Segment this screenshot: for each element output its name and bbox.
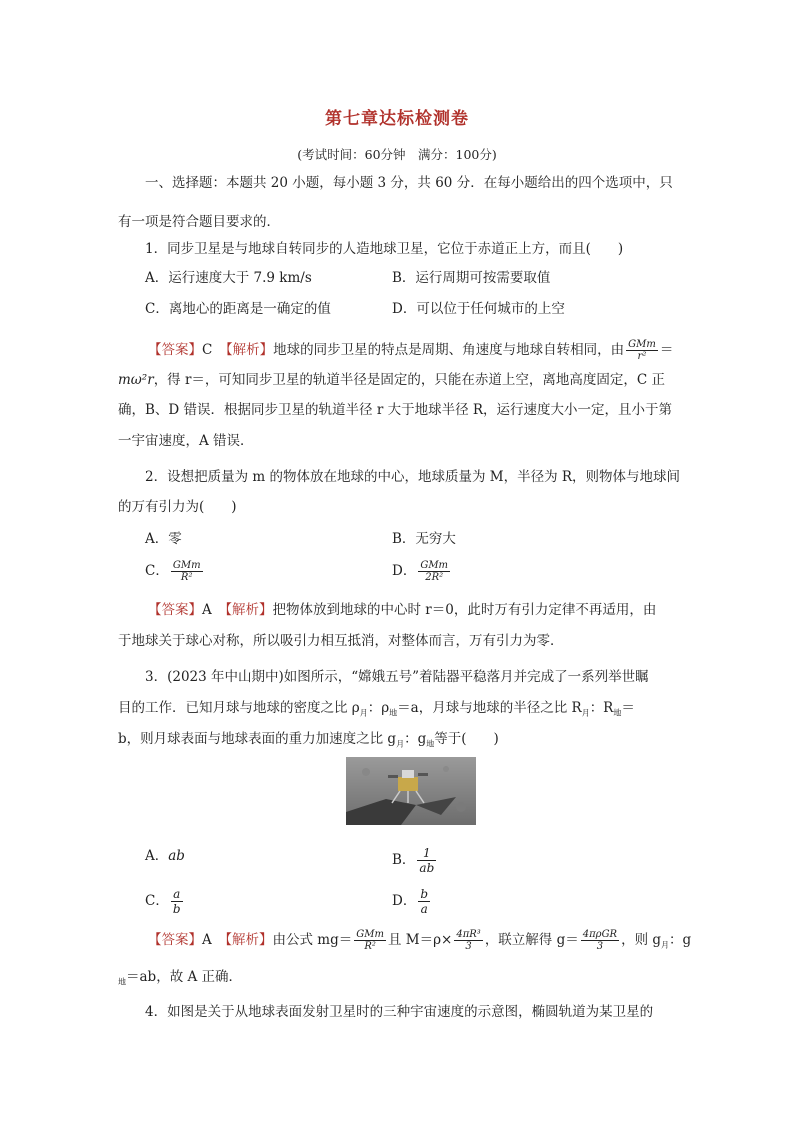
subscript: 地 <box>613 708 622 718</box>
analysis-tag: 【解析】 <box>225 342 274 358</box>
section-instructions-2: 有一项是符合题目要求的． <box>118 214 280 230</box>
q1-stem: 1．同步卫星是与地球自转同步的人造地球卫星，它位于赤道正上方，而且( ) <box>145 241 624 257</box>
q3-option-c <box>145 887 185 916</box>
option-fraction <box>417 846 436 875</box>
answer-tag: 【答案】 <box>148 602 202 618</box>
q1-explanation-1: 地球的同步卫星的特点是周期、角速度与地球自转相同，由 <box>273 342 625 358</box>
subscript: 地 <box>118 977 126 987</box>
fraction-denominator: 3 <box>465 941 472 952</box>
text: ＝ <box>621 700 635 716</box>
fraction-denominator: b <box>172 902 181 916</box>
fraction-numerator: GMm <box>628 339 656 350</box>
subscript: 月 <box>581 708 590 718</box>
fraction-denominator: a <box>420 902 428 916</box>
formula-fraction <box>454 929 482 952</box>
moon-lander-image <box>346 757 476 825</box>
fraction-denominator: 2R² <box>425 572 444 583</box>
q1-option-d: D．可以位于任何城市的上空 <box>392 301 565 317</box>
fraction-denominator: R² <box>364 941 376 952</box>
q2-explanation-2: 于地球关于球心对称，所以吸引力相互抵消，对整体而言，万有引力为零． <box>118 633 564 649</box>
q1-explanation-4: 一宇宙速度，A 错误． <box>118 433 254 449</box>
analysis-tag: 【解析】 <box>225 932 273 948</box>
subscript: 地 <box>389 708 398 718</box>
q3-explanation-2 <box>118 967 678 993</box>
q3-answer-line <box>148 929 708 956</box>
q1-explanation-text: ，得 r＝，可知同步卫星的轨道半径是固定的，只能在赤道上空，离地高度固定，C 正 <box>153 372 666 388</box>
q2-stem-1: 2．设想把质量为 m 的物体放在地球的中心，地球质量为 M，半径为 R，则物体与地球间 <box>145 469 681 485</box>
fraction-denominator: R² <box>180 572 193 583</box>
fraction-numerator: GMm <box>172 560 201 571</box>
text: ：g <box>404 731 427 747</box>
fraction-numerator: GMm <box>420 560 449 571</box>
fraction-numerator: GMm <box>356 929 384 940</box>
exam-info: (考试时间：60分钟 满分：100分) <box>297 147 497 162</box>
answer-letter: A <box>202 602 212 618</box>
q1-explanation-2 <box>118 370 678 390</box>
text: 目的工作．已知月球与地球的密度之比 ρ <box>118 700 360 716</box>
fraction-numerator: a <box>171 887 183 902</box>
q1-fraction <box>626 339 658 362</box>
text: ：R <box>589 700 614 716</box>
option-label: D． <box>392 563 417 579</box>
option-value: ab <box>168 848 185 864</box>
formula-fraction <box>581 929 619 952</box>
q1-option-c: C．离地心的距离是一确定的值 <box>145 301 331 317</box>
option-label: C． <box>145 893 169 909</box>
q2-option-b: B．无穷大 <box>392 531 456 547</box>
fraction-numerator: 4πR³ <box>456 929 481 940</box>
subscript: 月 <box>661 940 670 950</box>
formula: mω²r <box>118 372 154 388</box>
q3-option-d <box>392 887 432 916</box>
text: ：g <box>669 932 692 948</box>
q3-option-a <box>145 846 185 866</box>
formula-fraction <box>354 929 386 952</box>
answer-letter: C <box>202 342 213 358</box>
q4-stem-1: 4．如图是关于从地球表面发射卫星时的三种宇宙速度的示意图，椭圆轨道为某卫星的 <box>145 1004 654 1020</box>
subscript: 月 <box>359 708 368 718</box>
q3-stem-2 <box>118 698 678 724</box>
text: ＝ab，故 A 正确． <box>126 969 243 985</box>
equals-sign: ＝ <box>659 342 674 358</box>
q2-option-d <box>392 560 452 583</box>
option-fraction <box>171 887 183 916</box>
q2-answer-line <box>148 600 708 620</box>
subscript: 地 <box>426 739 435 749</box>
answer-tag: 【答案】 <box>148 342 202 358</box>
option-label: D． <box>392 893 417 909</box>
page-title: 第七章达标检测卷 <box>325 109 469 129</box>
text: ＝a，月球与地球的半径之比 R <box>397 700 582 716</box>
option-fraction <box>418 560 450 583</box>
text: ：ρ <box>367 700 390 716</box>
text: b，则月球表面与地球表面的重力加速度之比 g <box>118 731 397 747</box>
q3-stem-3 <box>118 729 678 755</box>
fraction-denominator: 3 <box>596 941 604 952</box>
text: 且 M＝ρ× <box>387 932 453 948</box>
q1-answer-line <box>148 339 708 362</box>
analysis-tag: 【解析】 <box>225 602 273 618</box>
answer-tag: 【答案】 <box>148 932 202 948</box>
q1-explanation-3: 确，B、D 错误．根据同步卫星的轨道半径 r 大于地球半径 R，运行速度大小一定，且小于第 <box>118 402 673 418</box>
section-instructions-1: 一、选择题：本题共 20 小题，每小题 3 分，共 60 分．在每小题给出的四个选项中，只 <box>145 175 673 191</box>
text: ，则 g <box>621 932 662 948</box>
option-fraction <box>418 887 430 916</box>
lander-photo <box>346 757 476 825</box>
q1-option-a: A．运行速度大于 7.9 km/s <box>145 270 312 286</box>
option-label: A． <box>145 848 169 864</box>
fraction-numerator: b <box>420 887 429 901</box>
q3-stem-1: 3．(2023 年中山期中)如图所示，“嫦娥五号”着陆器平稳落月并完成了一系列举世瞩 <box>145 669 649 685</box>
q3-option-b <box>392 846 438 875</box>
option-fraction <box>171 560 203 583</box>
fraction-denominator: r² <box>637 351 647 362</box>
option-label: C． <box>145 563 169 579</box>
q2-option-a: A．零 <box>145 531 182 547</box>
q2-stem-2: 的万有引力为( ) <box>118 499 237 515</box>
fraction-denominator: ab <box>419 861 435 875</box>
text: 由公式 mg＝ <box>272 932 353 948</box>
subscript: 月 <box>396 739 405 749</box>
q2-explanation-1: 把物体放到地球的中心时 r＝0，此时万有引力定律不再适用，由 <box>272 602 657 618</box>
q1-option-b: B．运行周期可按需要取值 <box>392 270 551 286</box>
answer-letter: A <box>202 932 212 948</box>
option-label: B． <box>392 852 416 868</box>
fraction-numerator: 1 <box>417 846 436 861</box>
text: 等于( ) <box>434 731 499 747</box>
fraction-numerator: 4πρGR <box>582 929 618 940</box>
text: ，联立解得 g＝ <box>484 932 579 948</box>
q2-option-c <box>145 560 205 583</box>
